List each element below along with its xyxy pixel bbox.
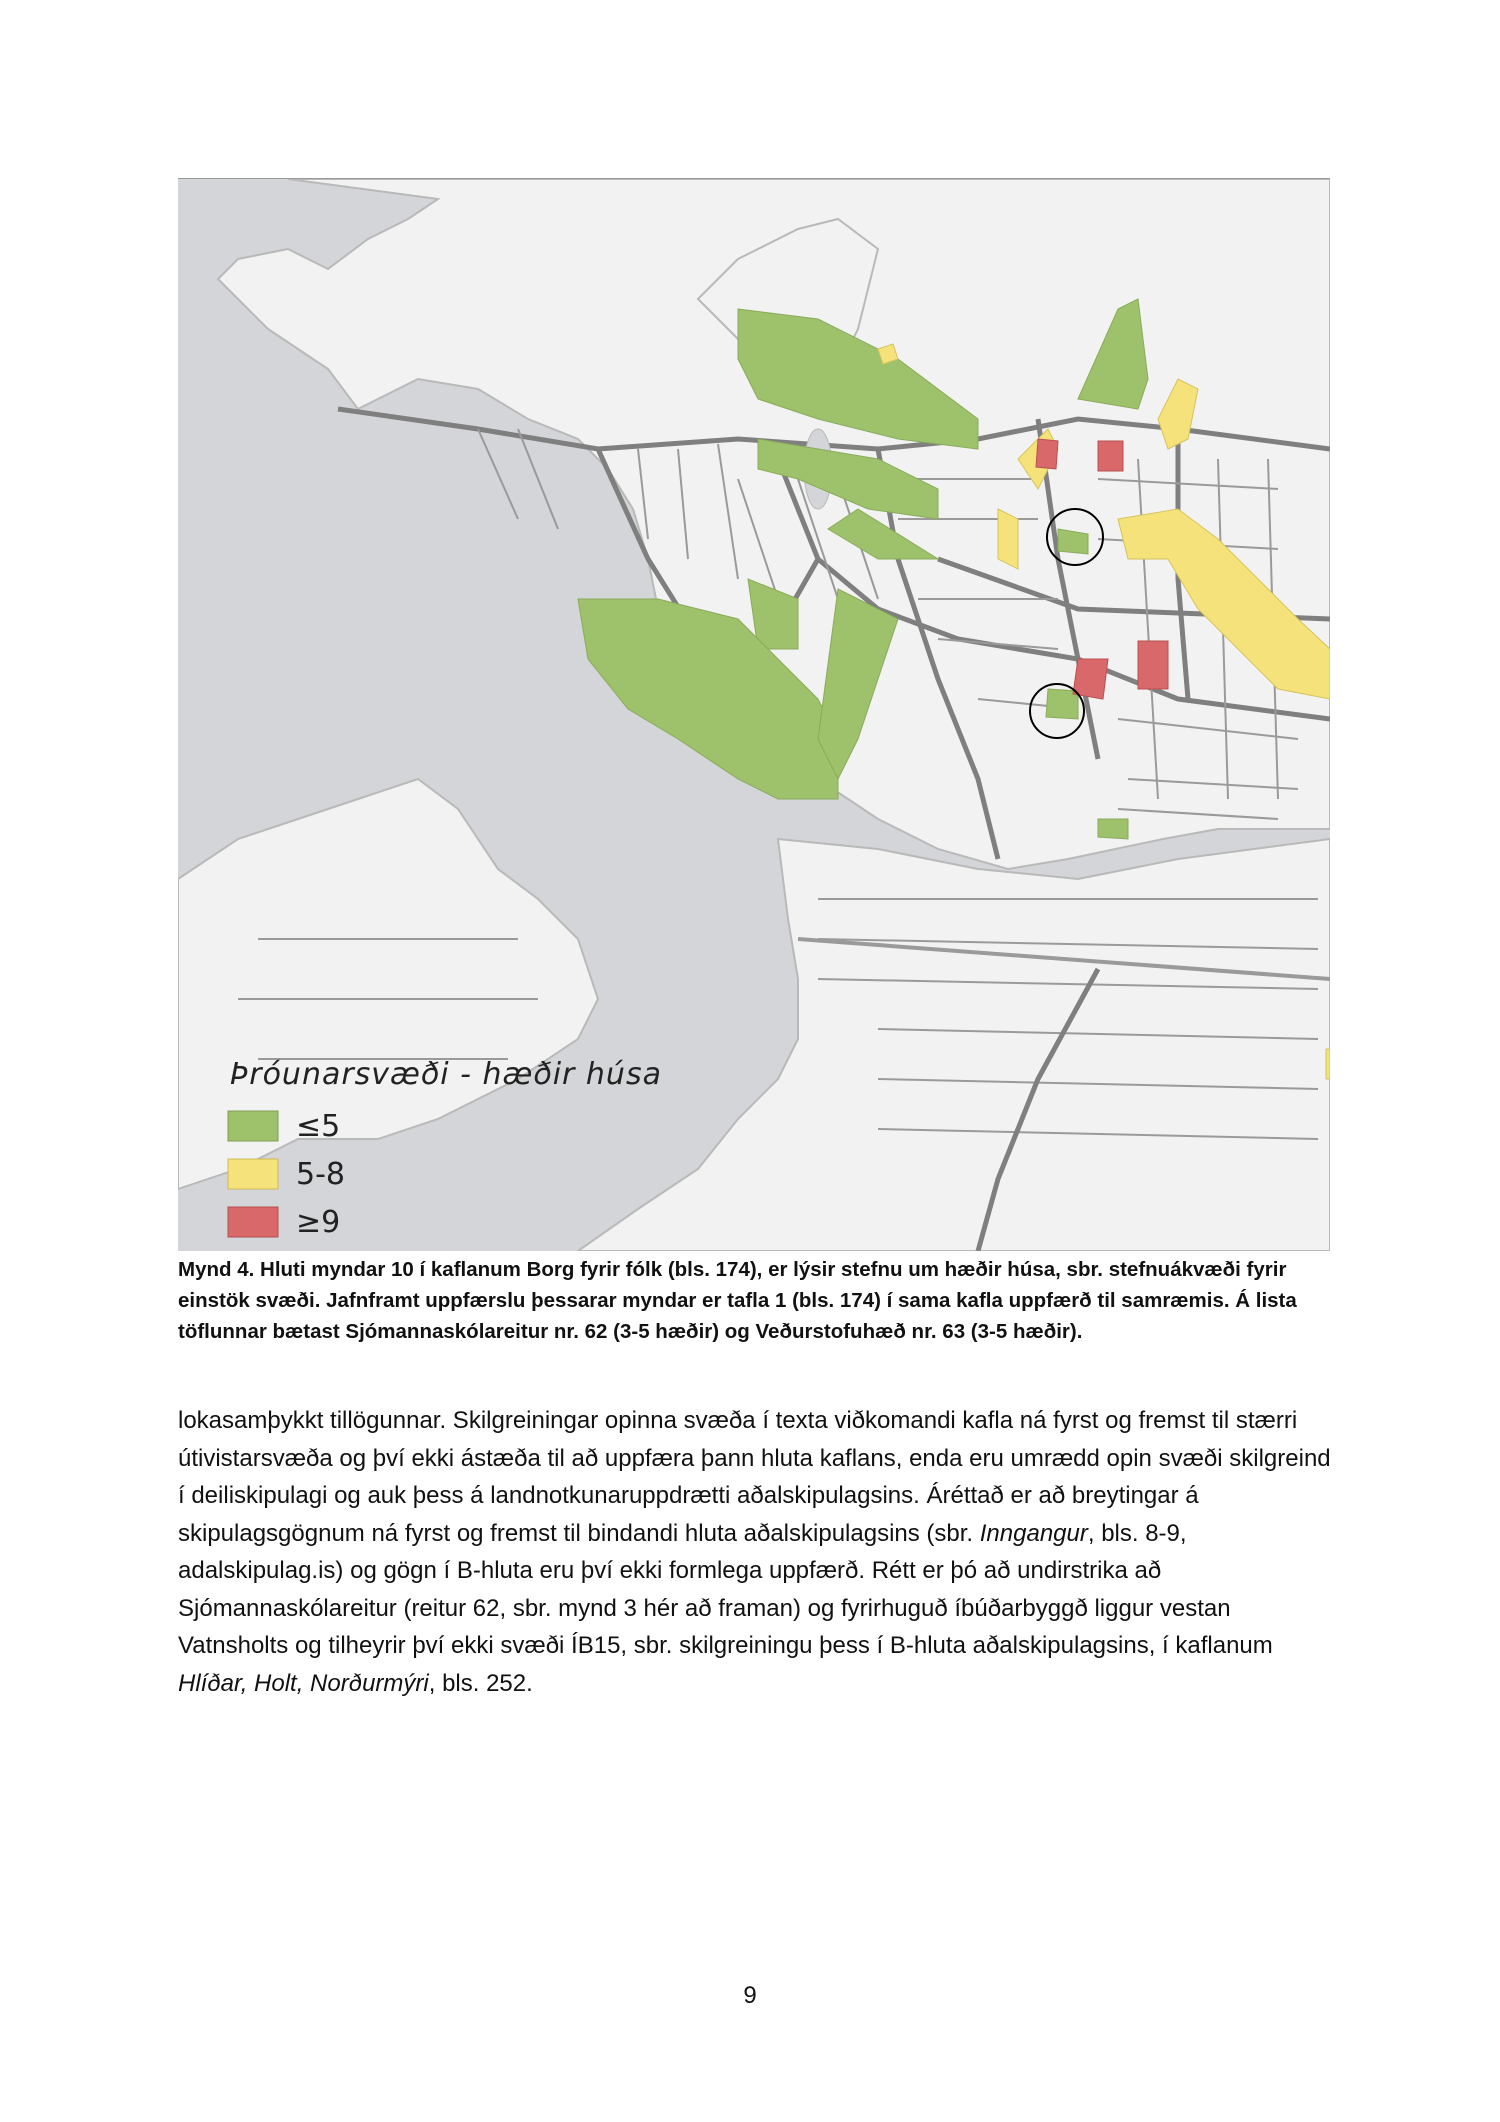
body-paragraph: [178, 1402, 1338, 1702]
legend-label-ge9: ≥9: [296, 1204, 341, 1240]
legend-swatch-le5: [228, 1111, 278, 1141]
map-figure: [178, 178, 1330, 1251]
body-text-part1: lokasamþykkt tillögunnar. Skilgreiningar opinna svæða í texta viðkomandi kafla ná fyrst og fremst til stærri útivistarsvæða og því ekki ástæða til að uppfæra þann hluta kaflans, enda eru umrædd opin svæði skilgreind í deiliskipulagi og auk þess á landnotkunaruppdrætti aðalskipulagsins. Áréttað er að breytingar á skipulagsgögnum ná fyrst og fremst til bindandi hluta aðalskipulagsins (sbr.: [178, 1407, 1331, 1547]
legend-item-5-8: [286, 1157, 345, 1191]
legend-label-le5: ≤5: [296, 1108, 341, 1144]
page-number: 9: [743, 1982, 757, 2009]
legend-item-le5: [286, 1109, 340, 1143]
body-text-part2: , bls. 8-9, adalskipulag.is) og gögn í B-hluta eru því ekki formlega uppfærð. Rétt er þó að undirstrika að Sjómannaskólareitur (reitur 62, sbr. mynd 3 hér að framan) og fyrirhuguð íbúðarbyggð liggur vestan Vatnsholts og tilheyrir því ekki svæði ÍB15, sbr. skilgreiningu þess í B-hluta aðalskipulagsins, í kaflanum: [178, 1519, 1273, 1659]
body-italic-inngangur: Inngangur: [979, 1519, 1088, 1547]
legend-label-5-8: 5-8: [296, 1156, 345, 1192]
legend-swatch-ge9: [228, 1207, 278, 1237]
legend-title: Þróunarsvæði - hæðir húsa: [230, 1057, 662, 1092]
body-italic-chapter: Hlíðar, Holt, Norðurmýri: [178, 1669, 429, 1697]
legend-swatch-5-8: [228, 1159, 278, 1189]
figure-caption: Mynd 4. Hluti myndar 10 í kaflanum Borg fyrir fólk (bls. 174), er lýsir stefnu um hæðir húsa, sbr. stefnuákvæði fyrir einstök svæði. Jafnframt uppfærslu þessarar myndar er tafla 1 (bls. 174) í sama kafla uppfærð til samræmis. Á lista töflunnar bætast Sjómannaskólareitur nr. 62 (3-5 hæðir) og Veðurstofuhæð nr. 63 (3-5 hæðir).: [178, 1258, 1297, 1343]
body-text-part3: , bls. 252.: [428, 1669, 533, 1697]
legend-item-ge9: [286, 1205, 340, 1239]
